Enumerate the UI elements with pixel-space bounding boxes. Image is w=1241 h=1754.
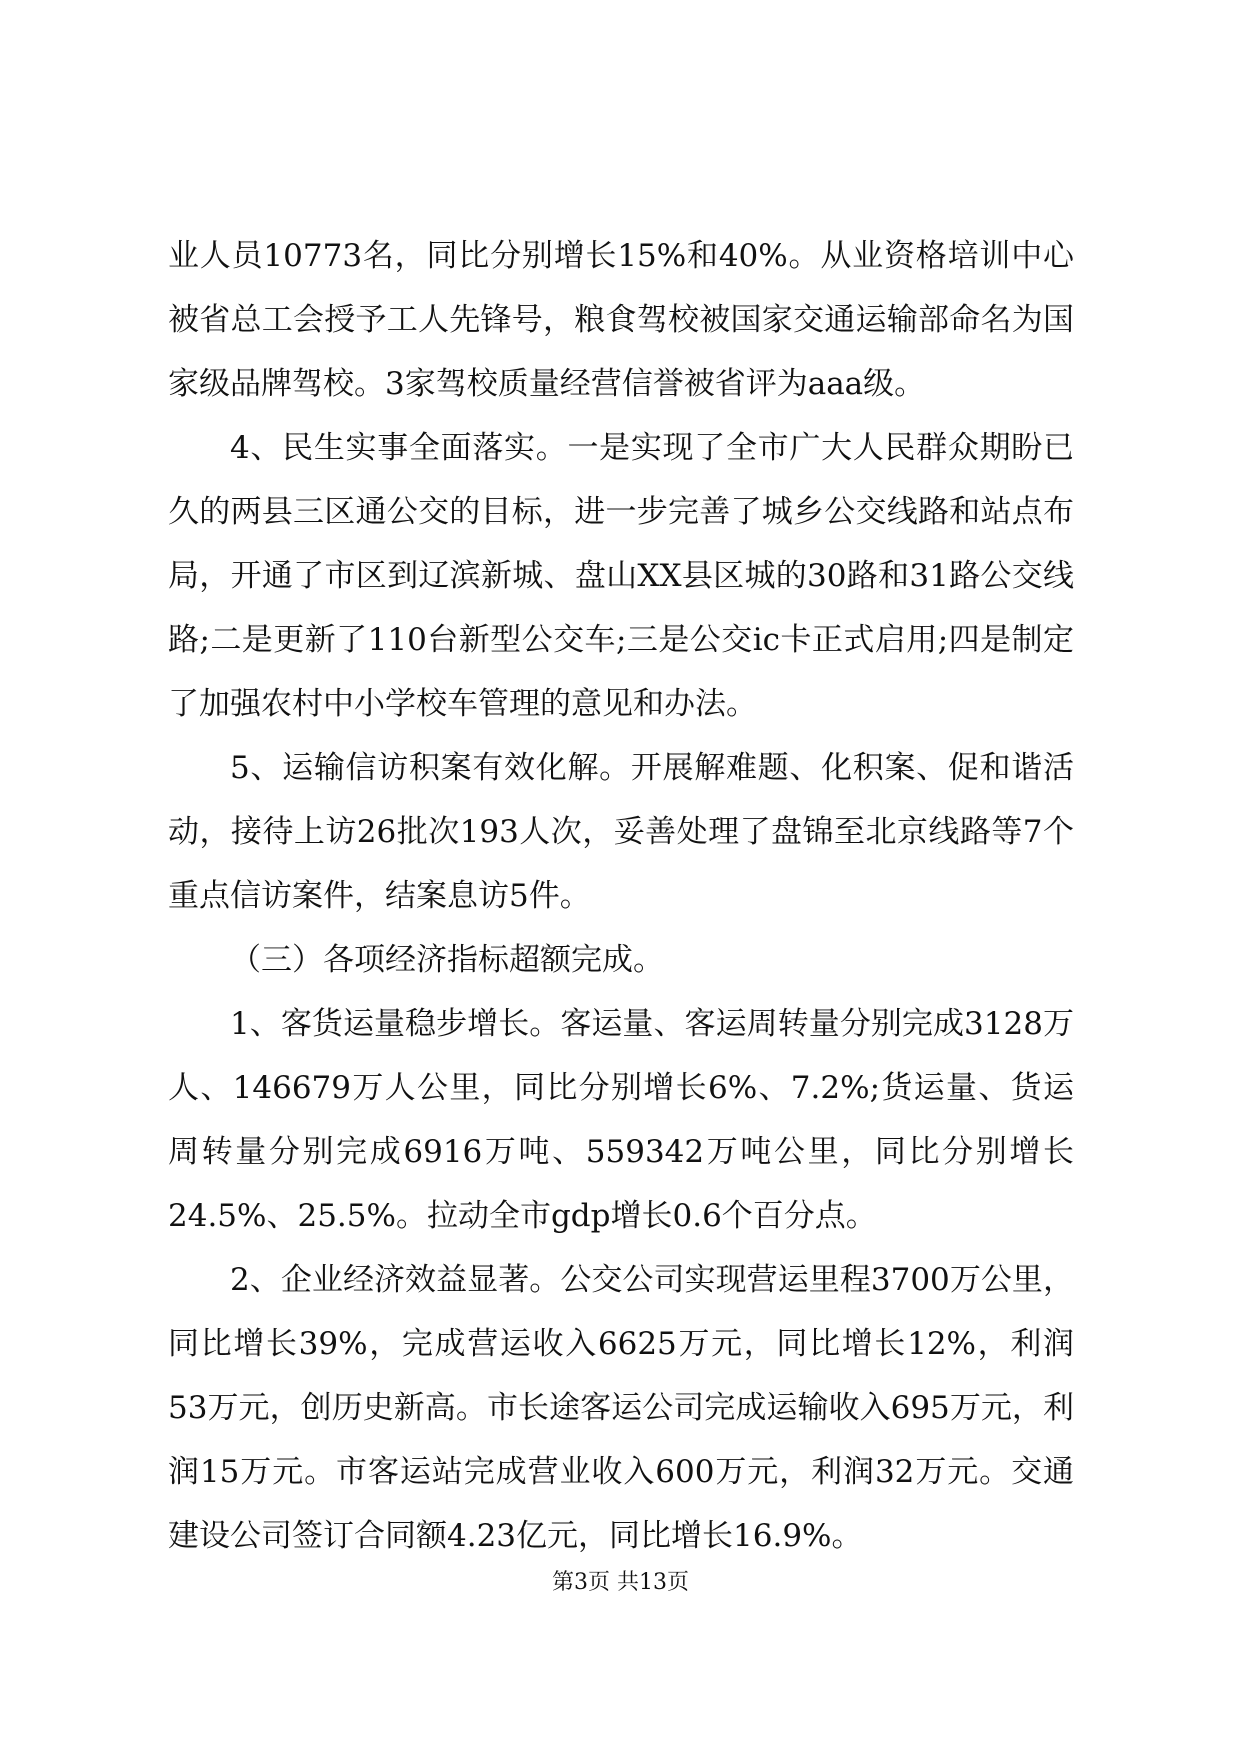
paragraph-petitions: 5、运输信访积案有效化解。开展解难题、化积案、促和谐活动，接待上访26批次193人次，妥善处理了盘锦至北京线路等7个重点信访案件，结案息访5件。 — [168, 750, 1074, 914]
page-number-label: 第3页 共13页 — [552, 1570, 689, 1595]
paragraph-livelihood: 4、民生实事全面落实。一是实现了全市广大人民群众期盼已久的两县三区通公交的目标，进一步完善了城乡公交线路和站点布局，开通了市区到辽滨新城、盘山XX县区城的30路和31路公交线路;二是更新了110台新型公交车;三是公交ic卡正式启用;四是制定了加强农村中小学校车管理的意见和办法。 — [168, 430, 1074, 722]
paragraph-transport-volume: 1、客货运量稳步增长。客运量、客运周转量分别完成3128万人、146679万人公里，同比分别增长6%、7.2%;货运量、货运周转量分别完成6916万吨、559342万吨公里，同比分别增长24.5%、25.5%。拉动全市gdp增长0.6个百分点。 — [168, 1006, 1074, 1234]
paragraph-continuation: 业人员10773名，同比分别增长15%和40%。从业资格培训中心被省总工会授予工人先锋号，粮食驾校被国家交通运输部命名为国家级品牌驾校。3家驾校质量经营信誉被省评为aaa级。 — [168, 238, 1074, 402]
paragraph-enterprise-benefits: 2、企业经济效益显著。公交公司实现营运里程3700万公里，同比增长39%，完成营运收入6625万元，同比增长12%，利润53万元，创历史新高。市长途客运公司完成运输收入695万元，利润15万元。市客运站完成营业收入600万元，利润32万元。交通建设公司签订合同额4.23亿元，同比增长16.9%。 — [168, 1262, 1074, 1554]
document-body — [168, 224, 1074, 1568]
section-heading: （三）各项经济指标超额完成。 — [230, 942, 664, 978]
page-footer — [0, 1568, 1241, 1598]
